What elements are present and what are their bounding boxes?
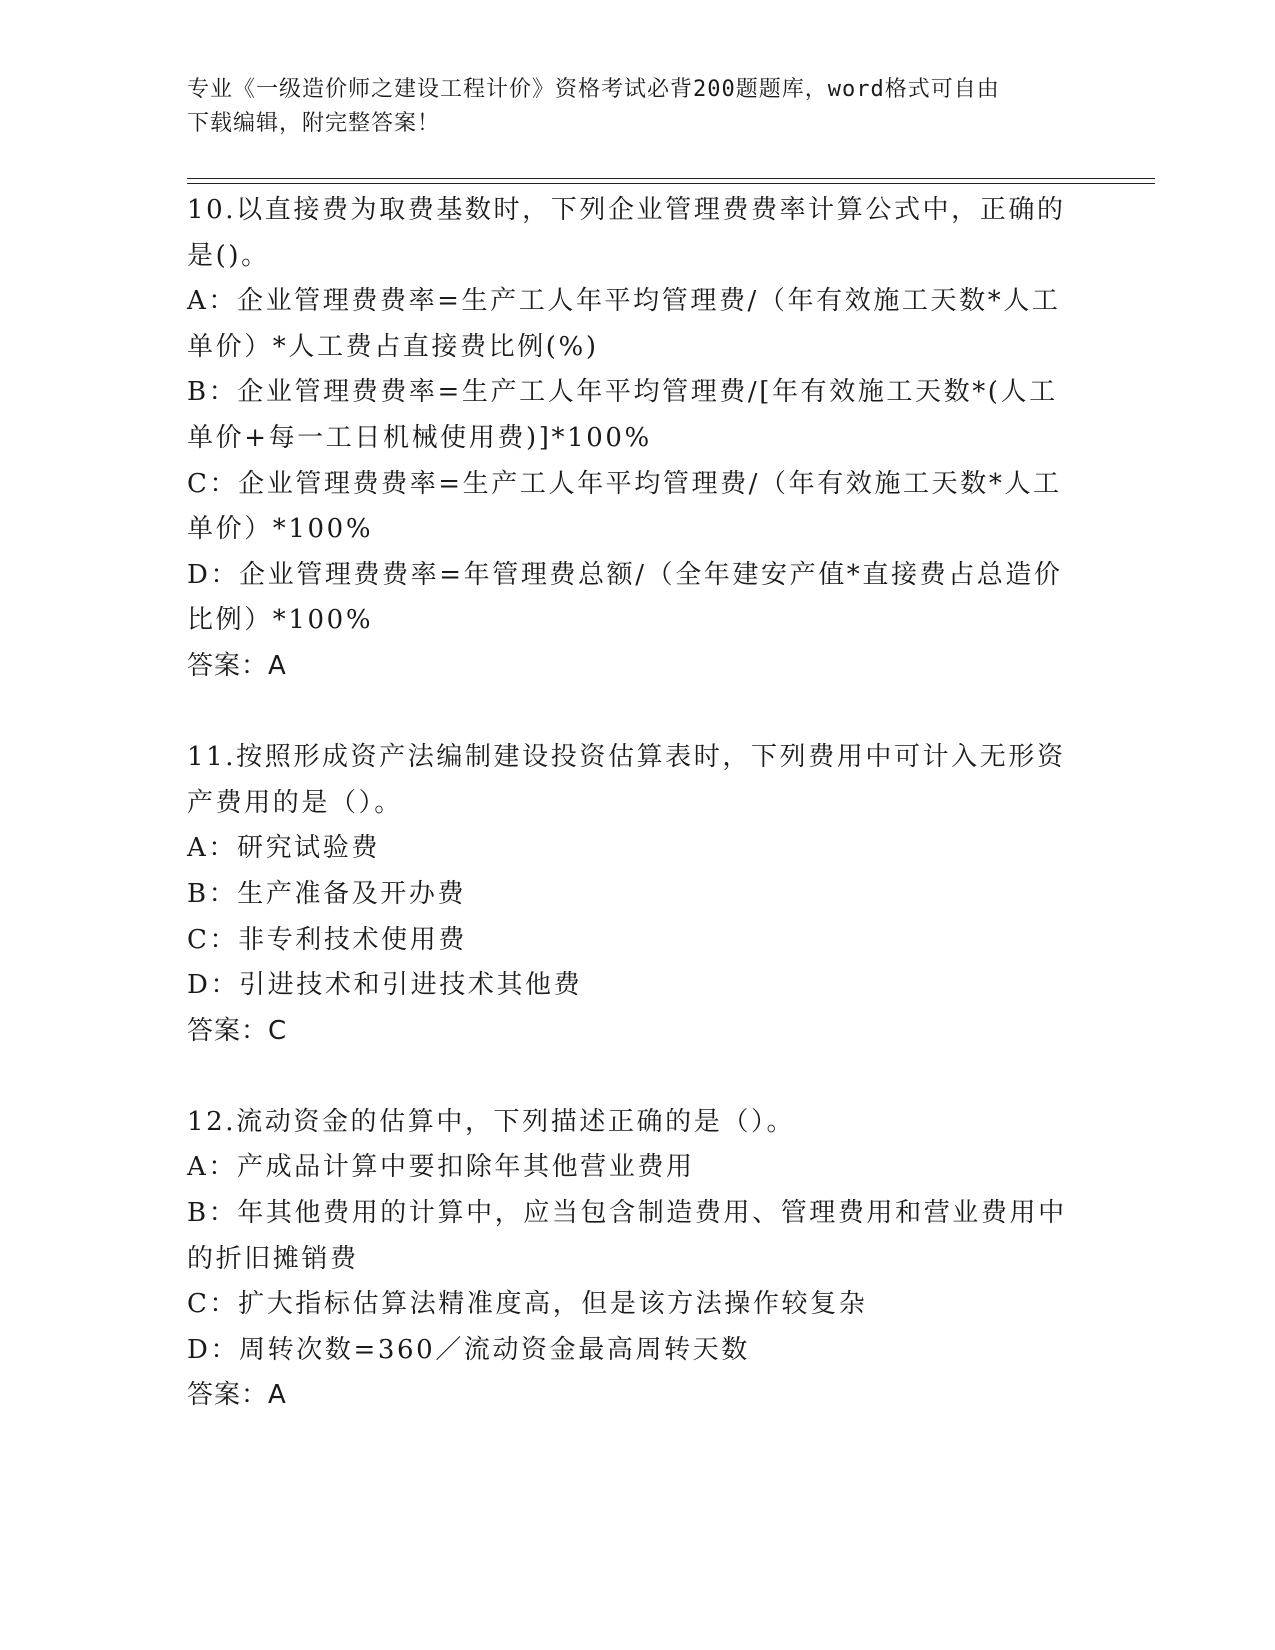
option-c: C：非专利技术使用费 xyxy=(187,924,467,955)
question-spacer xyxy=(187,1054,1087,1100)
answer-label: 答案：A xyxy=(187,1380,287,1411)
option-b: B：生产准备及开办费 xyxy=(187,878,467,909)
option-d: 比例）*100% xyxy=(187,605,374,636)
option-a: A：产成品计算中要扣除年其他营业费用 xyxy=(187,1152,695,1183)
option-a: A：企业管理费费率=生产工人年平均管理费/（年有效施工天数*人工 xyxy=(187,286,1061,317)
option-a: 单价）*人工费占直接费比例(%) xyxy=(187,331,599,362)
question-stem: 是()。 xyxy=(187,240,270,271)
question-stem: 10.以直接费为取费基数时，下列企业管理费费率计算公式中，正确的 xyxy=(187,195,1066,225)
option-c: 单价）*100% xyxy=(187,514,374,545)
question-stem: 11.按照形成资产法编制建设投资估算表时，下列费用中可计入无形资 xyxy=(187,742,1066,773)
question-10 xyxy=(187,188,1087,690)
answer-label: 答案：A xyxy=(187,650,287,681)
question-11 xyxy=(187,735,1087,1054)
header-divider xyxy=(187,178,1155,179)
question-spacer xyxy=(187,690,1087,736)
option-b: B：年其他费用的计算中，应当包含制造费用、管理费用和营业费用中 xyxy=(187,1198,1067,1229)
document-header xyxy=(187,73,1087,141)
header-divider xyxy=(187,183,1155,184)
option-c: C：扩大指标估算法精准度高，但是该方法操作较复杂 xyxy=(187,1289,868,1320)
option-c: C：企业管理费费率=生产工人年平均管理费/（年有效施工天数*人工 xyxy=(187,468,1062,499)
question-stem: 12.流动资金的估算中，下列描述正确的是（）。 xyxy=(187,1106,796,1137)
question-stem: 产费用的是（）。 xyxy=(187,787,403,818)
question-12 xyxy=(187,1100,1087,1419)
option-a: A：研究试验费 xyxy=(187,833,380,864)
answer-label: 答案：C xyxy=(187,1015,288,1046)
option-b: B：企业管理费费率=生产工人年平均管理费/[年有效施工天数*(人工 xyxy=(187,377,1058,408)
option-d: D：引进技术和引进技术其他费 xyxy=(187,970,583,1001)
option-b: 单价+每一工日机械使用费)]*100% xyxy=(187,422,652,453)
header-line: 专业《一级造价师之建设工程计价》资格考试必背200题题库，word格式可自由 xyxy=(187,77,1000,102)
option-b: 的折旧摊销费 xyxy=(187,1243,359,1274)
option-d: D：企业管理费费率=年管理费总额/（全年建安产值*直接费占总造价 xyxy=(187,559,1063,590)
question-list xyxy=(187,188,1087,1419)
header-line: 下载编辑，附完整答案！ xyxy=(187,111,441,136)
option-d: D：周转次数=360／流动资金最高周转天数 xyxy=(187,1334,750,1365)
